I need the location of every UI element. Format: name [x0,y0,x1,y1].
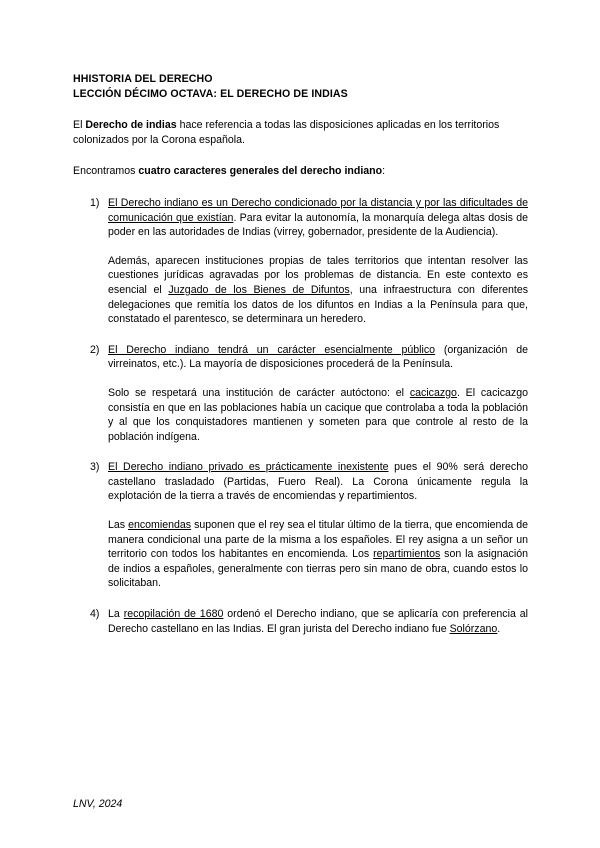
page-footer: LNV, 2024 [73,798,123,810]
document-heading [73,72,528,101]
item-underlined: El Derecho indiano es un Derecho condicionado por la distancia y por las dificultades de comunicación que existían [108,196,528,224]
list-number: 4) [90,608,100,621]
heading-lesson: LECCIÓN DÉCIMO OCTAVA: EL DERECHO DE INDIAS [73,87,348,100]
item-text: (organización de virreinatos, etc.). La mayoría de disposiciones procederá de la Península. [108,343,529,371]
intro-paragraph [73,118,528,147]
lead-post: : [382,165,386,178]
detail-underlined-2: repartimientos [373,548,441,561]
detail-post: , una infraestructura con diferentes delegaciones que remitía los datos de los difuntos en Indias a la Península para que, constatado el parentesco, se determinara un heredero. [108,283,529,326]
detail-underlined: Juzgado de los Bienes de Difuntos [168,283,350,296]
detail-mid: suponen que el rey sea el titular último de la tierra, que encomienda de manera condicional una parte de la misma a los españoles. El rey asigna a un señor un territorio con todos los habitantes en encomienda. Los [108,519,528,561]
item-underlined: El Derecho indiano privado es prácticamente inexistente [108,461,389,474]
detail-pre: Además, aparecen instituciones propias de tales territorios que intentan resolver las cuestiones jurídicas agravadas por los problemas de distancia. En este contexto es esencial el [108,254,528,296]
intro-bold: Derecho de indias [85,119,177,132]
list-number: 2) [90,343,100,356]
intro-pre: El [73,119,86,132]
item-underlined-2: Solórzano [449,622,498,635]
list-item-1-detail [73,254,528,327]
item-text: . Para evitar la autonomía, la monarquía delega altas dosis de poder en las autoridades de Indias (virrey, gobernador, presidente de la Audiencia). [108,211,528,239]
list-number: 3) [90,461,100,474]
intro-post: hace referencia a todas las disposiciones aplicadas en los territorios colonizados por la Corona española. [73,119,500,146]
heading-course: HHISTORIA DEL DERECHO [73,73,213,85]
lead-bold: cuatro caracteres generales del derecho indiano [138,165,383,178]
list-item-1 [73,196,528,240]
item-end: . [497,622,501,635]
item-pre: La [108,608,124,621]
list-number: 1) [90,196,100,209]
detail-pre: Las [108,519,129,532]
document-page [73,72,528,636]
item-underlined: El Derecho indiano tendrá un carácter esencialmente público [108,343,436,356]
lead-paragraph [73,164,528,179]
list-item-4 [73,607,528,636]
lead-pre: Encontramos [73,165,139,178]
detail-post: . El cacicazgo consistía en que en las poblaciones había un cacique que controlaba a toda la población y al que los conquistadores mantienen y someten para que controle al resto de la población indígena. [108,386,528,443]
detail-post: son la asignación de indios a españoles, generalmente con tierras pero sin mano de obra, cuando estos lo solicitaban. [108,548,528,590]
list-item-2 [73,343,528,372]
list-item-2-detail [73,386,528,444]
detail-underlined: encomiendas [128,519,192,532]
item-text: ordenó el Derecho indiano, que se aplicaría con preferencia al Derecho castellano en las Indias. El gran jurista del Derecho indiano fue [108,608,528,635]
item-text: pues el 90% será derecho castellano trasladado (Partidas, Fuero Real). La Corona únicamente regula la explotación de la tierra a través de encomiendas y repartimientos. [108,461,528,503]
list-item-3 [73,460,528,504]
item-underlined: recopilación de 1680 [123,608,224,621]
list-item-3-detail [73,518,528,591]
detail-underlined: cacicazgo [409,386,457,399]
detail-pre: Solo se respetará una institución de carácter autóctono: el [108,386,410,399]
